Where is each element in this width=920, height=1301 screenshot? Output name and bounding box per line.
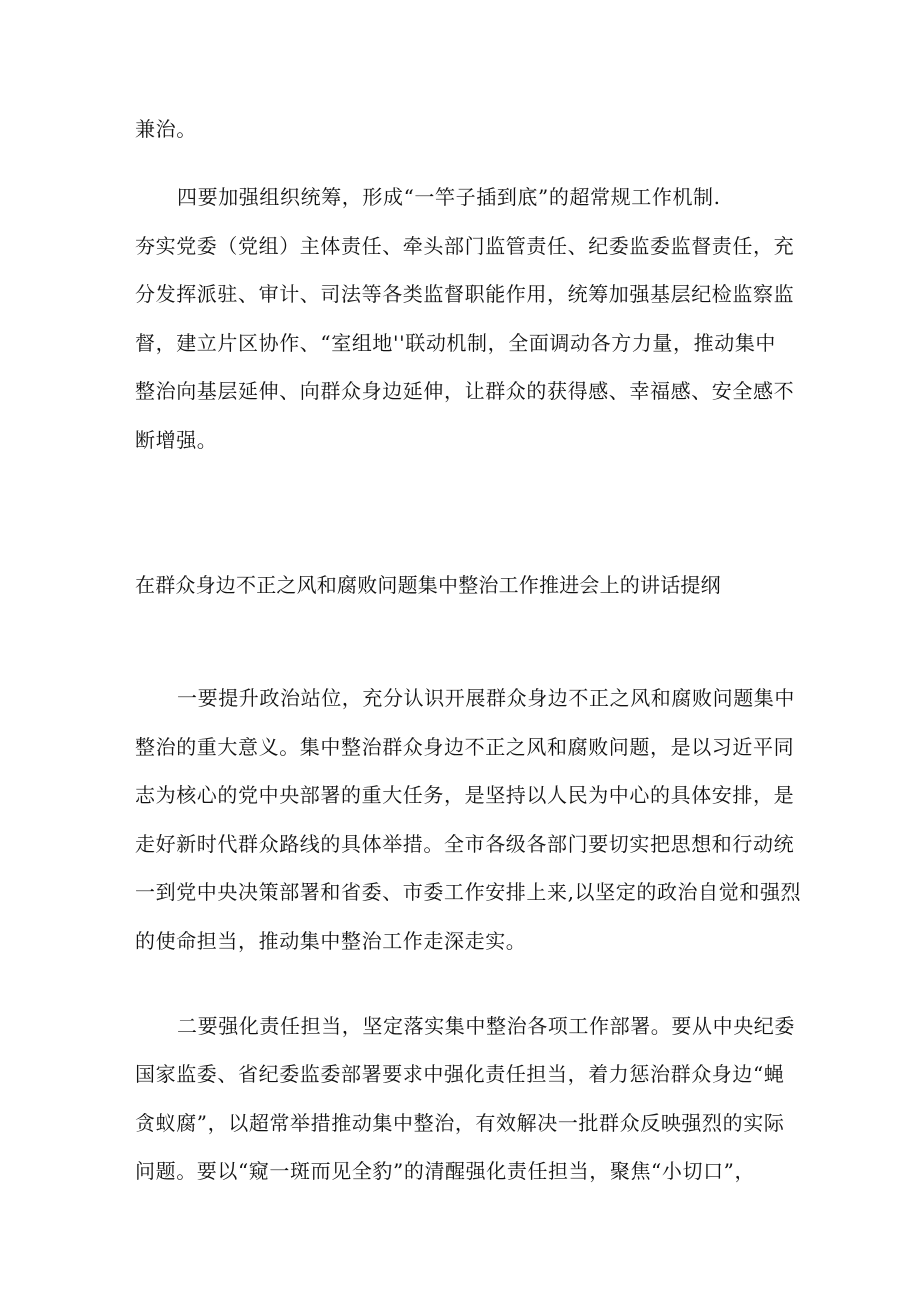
text-line: 兼治。 (135, 117, 197, 141)
paragraph-four-first-line: 四要加强组织统筹，形成“一竿子插到底”的超常规工作机制. (177, 185, 721, 209)
text-line: 贪蚁腐”，以超常举措推动集中整治，有效解决一批群众反映强烈的实际 (135, 1111, 785, 1135)
text-line: 督，建立片区协作、“室组地''联动机制，全面调动各方力量，推动集中 (135, 331, 777, 355)
text-line: 夯实党委（党组）主体责任、牵头部门监管责任、纪委监委监督责任，充 (135, 234, 795, 258)
text-line: 问题。要以“窥一斑而见全豹”的清醒强化责任担当，聚焦“小切口”， (135, 1159, 756, 1183)
text-line: 整治的重大意义。集中整治群众身边不正之风和腐败问题，是以习近平同 (135, 735, 795, 759)
text-line: 一到党中央决策部署和省委、市委工作安排上来,以坚定的政治自觉和强烈 (135, 880, 802, 904)
text-line: 志为核心的党中央部署的重大任务，是坚持以人民为中心的具体安排，是 (135, 783, 795, 807)
text-line: 的使命担当，推动集中整治工作走深走实。 (135, 929, 527, 953)
text-line: 整治向基层延伸、向群众身边延伸，让群众的获得感、幸福感、安全感不 (135, 379, 795, 403)
paragraph-one-first-line: 一要提升政治站位，充分认识开展群众身边不正之风和腐败问题集中 (177, 686, 795, 710)
text-line: 走好新时代群众路线的具体举措。全市各级各部门要切实把思想和行动统 (135, 832, 795, 856)
text-line: 国家监委、省纪委监委部署要求中强化责任担当，着力惩治群众身边“蝇 (135, 1062, 785, 1086)
paragraph-two-first-line: 二要强化责任担当，坚定落实集中整治各项工作部署。要从中央纪委 (177, 1014, 795, 1038)
text-line: 断增强。 (135, 428, 218, 452)
text-line: 分发挥派驻、审计、司法等各类监督职能作用，统筹加强基层纪检监察监 (135, 282, 795, 306)
section-title: 在群众身边不正之风和腐败问题集中整治工作推进会上的讲话提纲 (135, 573, 721, 597)
